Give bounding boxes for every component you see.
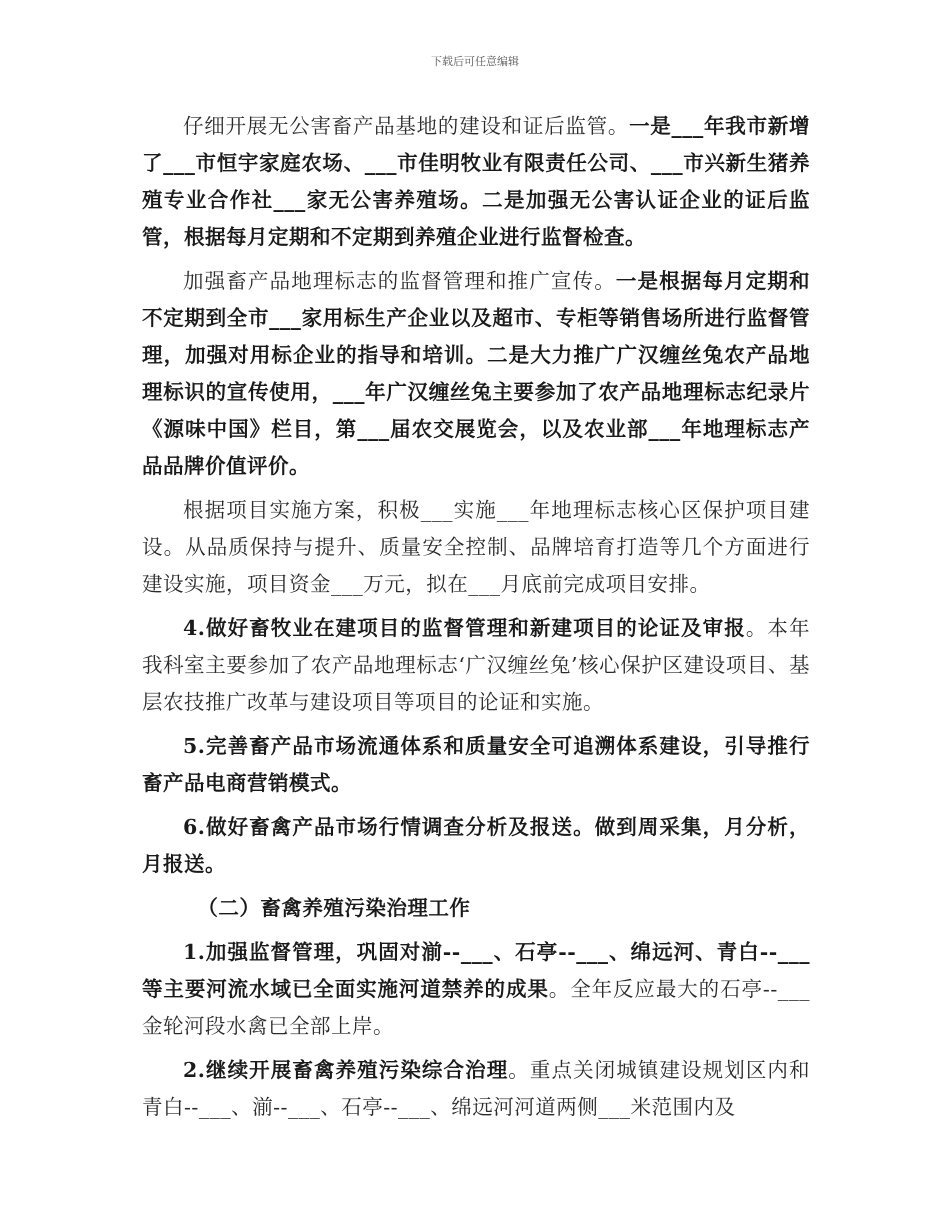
- normal-text: 。重点关闭城镇建设规划区内和青白--___、湔--___、石亭--___、绵远河河道两侧___米范围内及: [142, 1058, 811, 1119]
- section-heading: [142, 890, 810, 927]
- normal-text: 。全年反应最大的石亭--___金轮河段水禽已全部上岸。: [142, 977, 811, 1038]
- normal-text: 仔细开展无公害畜产品基地的建设和证后监管。: [183, 114, 630, 138]
- document-body: [142, 108, 810, 1133]
- page-header: 下载后可任意编辑: [431, 55, 519, 68]
- bold-text: 2.继续开展畜禽养殖污染综合治理: [183, 1058, 509, 1082]
- paragraph: [142, 1052, 810, 1126]
- paragraph: [142, 108, 810, 256]
- paragraph: [142, 492, 810, 603]
- normal-text: 根据项目实施方案，积极___实施___年地理标志核心区保护项目建设。从品质保持与提升、质量安全控制、品牌培育打造等几个方面进行建设实施，项目资金___万元，拟在___月底前完成项目安排。: [142, 498, 810, 596]
- paragraph: [142, 728, 810, 802]
- normal-text: 。本年我科室主要参加了农产品地理标志‘广汉缠丝兔’核心保护区建设项目、基层农技推广改革与建设项目等项目的论证和实施。: [142, 616, 810, 714]
- bold-text: 6.做好畜禽产品市场行情调查分析及报送。做到周采集，月分析，月报送。: [142, 815, 810, 876]
- bold-text: 1.加强监督管理，巩固对湔--___、石亭--___、绵远河、青白--___等主要河流水域已全面实施河道禁养的成果: [142, 940, 810, 1001]
- normal-text: 加强畜产品地理标志的监督管理和推广宣传。: [183, 269, 616, 293]
- bold-text: 5.完善畜产品市场流通体系和质量安全可追溯体系建设，引导推行畜产品电商营销模式。: [142, 734, 810, 795]
- paragraph: [142, 934, 810, 1045]
- paragraph: [142, 263, 810, 485]
- paragraph: [142, 610, 810, 721]
- paragraph: [142, 809, 810, 883]
- bold-text: 一是___年我市新增了___市恒宇家庭农场、___市佳明牧业有限责任公司、___市兴新生猪养殖专业合作社___家无公害养殖场。二是加强无公害认证企业的证后监管，根据每月定期和不定期到养殖企业进行监督检查。: [142, 114, 810, 249]
- bold-text: （二）畜禽养殖污染治理工作: [197, 896, 471, 920]
- bold-text: 4.做好畜牧业在建项目的监督管理和新建项目的论证及审报: [183, 616, 746, 640]
- bold-text: 一是根据每月定期和不定期到全市___家用标生产企业以及超市、专柜等销售场所进行监督管理，加强对用标企业的指导和培训。二是大力推广广汉缠丝兔农产品地理标识的宣传使用，___年广汉缠丝兔主要参加了农产品地理标志纪录片《源味中国》栏目，第___届农交展览会，以及农业部___年地理标志产品品牌价值评价。: [142, 269, 811, 478]
